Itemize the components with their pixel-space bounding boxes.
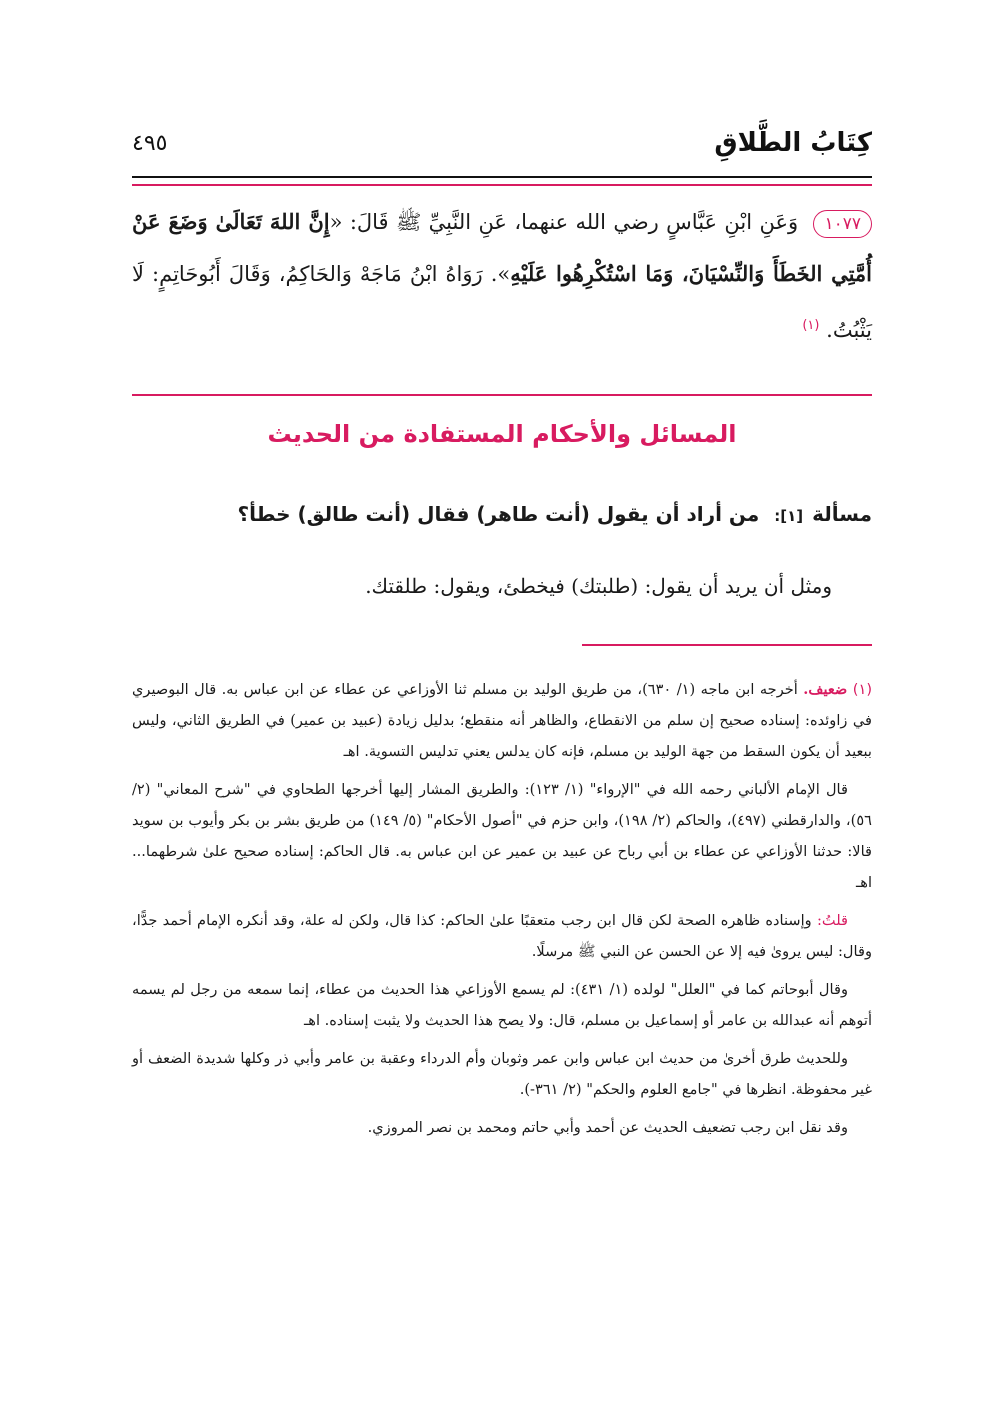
footnote-paragraph: وللحديث طرق أخرىٰ من حديث ابن عباس وابن عمر وثوبان وأم الدرداء وعقبة بن عامر وأبي ذر وكلها شديدة الضعف أو غير محفوظة. انظرها في "جامع العلوم والحكم" (٢/ ٣٦١-). xyxy=(132,1050,872,1098)
book-title: كِتَابُ الطَّلاقِ xyxy=(714,128,872,158)
issue-number: [١]: xyxy=(774,507,804,525)
footnote-separator xyxy=(582,644,872,646)
footnote-reference[interactable]: (١) xyxy=(802,318,820,333)
footnote-number: (١) xyxy=(852,681,873,698)
hadith-number-badge: ١٠٧٧ xyxy=(813,210,872,238)
author-comment-label: قلتُ: xyxy=(816,912,849,929)
issue-title xyxy=(132,502,872,526)
footnote-paragraph: قال الإمام الألباني رحمه الله في "الإرواء" (١/ ١٢٣): والطريق المشار إليها أخرجها الطحاوي في "شرح المعاني" (٢/ ٥٦)، والدارقطني (٤٩٧)، والحاكم (٢/ ١٩٨)، وابن حزم في "أصول الأحكام" (٥/ ١٤٩) من طريق بشر بن بكر وأيوب بن سويد قالا: حدثنا الأوزاعي عن عطاء بن أبي رباح عن عبيد بن عمير عن ابن عباس به. قال الحاكم: إسناده صحيح علىٰ شرطهما... اهـ xyxy=(132,781,872,891)
hadith-matn: إِنَّ اللهَ تَعَالَىٰ وَضَعَ عَنْ أُمَّتِي الخَطَأَ وَالنِّسْيَانَ، وَمَا اسْتُكْرِهُوا عَلَيْهِ xyxy=(132,209,872,286)
footnote-paragraph xyxy=(132,905,872,967)
footnotes xyxy=(132,674,872,1150)
issue-label: مسألة xyxy=(812,502,872,526)
hadith-grade: ضعيف. xyxy=(803,681,848,698)
running-header xyxy=(132,118,872,168)
section-heading: المسائل والأحكام المستفادة من الحديث xyxy=(267,420,737,448)
hadith-bottom-rule xyxy=(132,394,872,396)
issue-question: من أراد أن يقول (أنت طاهر) فقال (أنت طالق) خطأ؟ xyxy=(237,502,760,526)
issue-body: ومثل أن يريد أن يقول: (طلبتك) فيخطئ، ويقول: طلقتك. xyxy=(365,574,832,598)
footnote-paragraph: وقد نقل ابن رجب تضعيف الحديث عن أحمد وأبي حاتم ومحمد بن نصر المروزي. xyxy=(367,1119,848,1136)
header-rule-black xyxy=(132,176,872,178)
footnote-paragraph xyxy=(132,674,872,767)
hadith-text xyxy=(132,196,872,356)
page-number: ٤٩٥ xyxy=(132,130,168,156)
hadith-intro: وَعَنِ ابْنِ عَبَّاسٍ رضي الله عنهما، عَنِ النَّبِيِّ ﷺ قَالَ: « xyxy=(329,210,799,234)
hadith-after: ». رَوَاهُ ابْنُ مَاجَهْ وَالحَاكِمُ، وَقَالَ أَبُوحَاتِمٍ: لَا يَثْبُتُ. xyxy=(132,262,872,342)
header-rule-pink xyxy=(132,184,872,186)
footnote-text-1: أخرجه ابن ماجه (١/ ٦٣٠)، من طريق الوليد بن مسلم ثنا الأوزاعي عن عطاء عن ابن عباس به. قال البوصيري في زاوئده: إسناده صحيح إن سلم من الانقطاع، والظاهر أنه منقطع؛ بدليل زيادة (عبيد بن عمير) في الطريق الثاني، وليس ببعيد أن يكون السقط من جهة الوليد بن مسلم، فإنه كان يدلس يعني تدليس التسوية. اهـ xyxy=(132,681,872,760)
footnote-text-3: وإسناده ظاهره الصحة لكن قال ابن رجب متعقبًا علىٰ الحاكم: كذا قال، ولكن له علة، وقد أنكره الإمام أحمد جدًّا، وقال: ليس يروىٰ فيه إلا عن الحسن عن النبي ﷺ مرسلًا. xyxy=(132,912,872,960)
footnote-paragraph: وقال أبوحاتم كما في "العلل" لولده (١/ ٤٣١): لم يسمع الأوزاعي هذا الحديث من عطاء، إنما سمعه من رجل لم يسمه أتوهم أنه عبدالله بن عامر أو إسماعيل بن مسلم، قال: ولا يصح هذا الحديث ولا يثبت إسناده. اهـ xyxy=(132,981,872,1029)
